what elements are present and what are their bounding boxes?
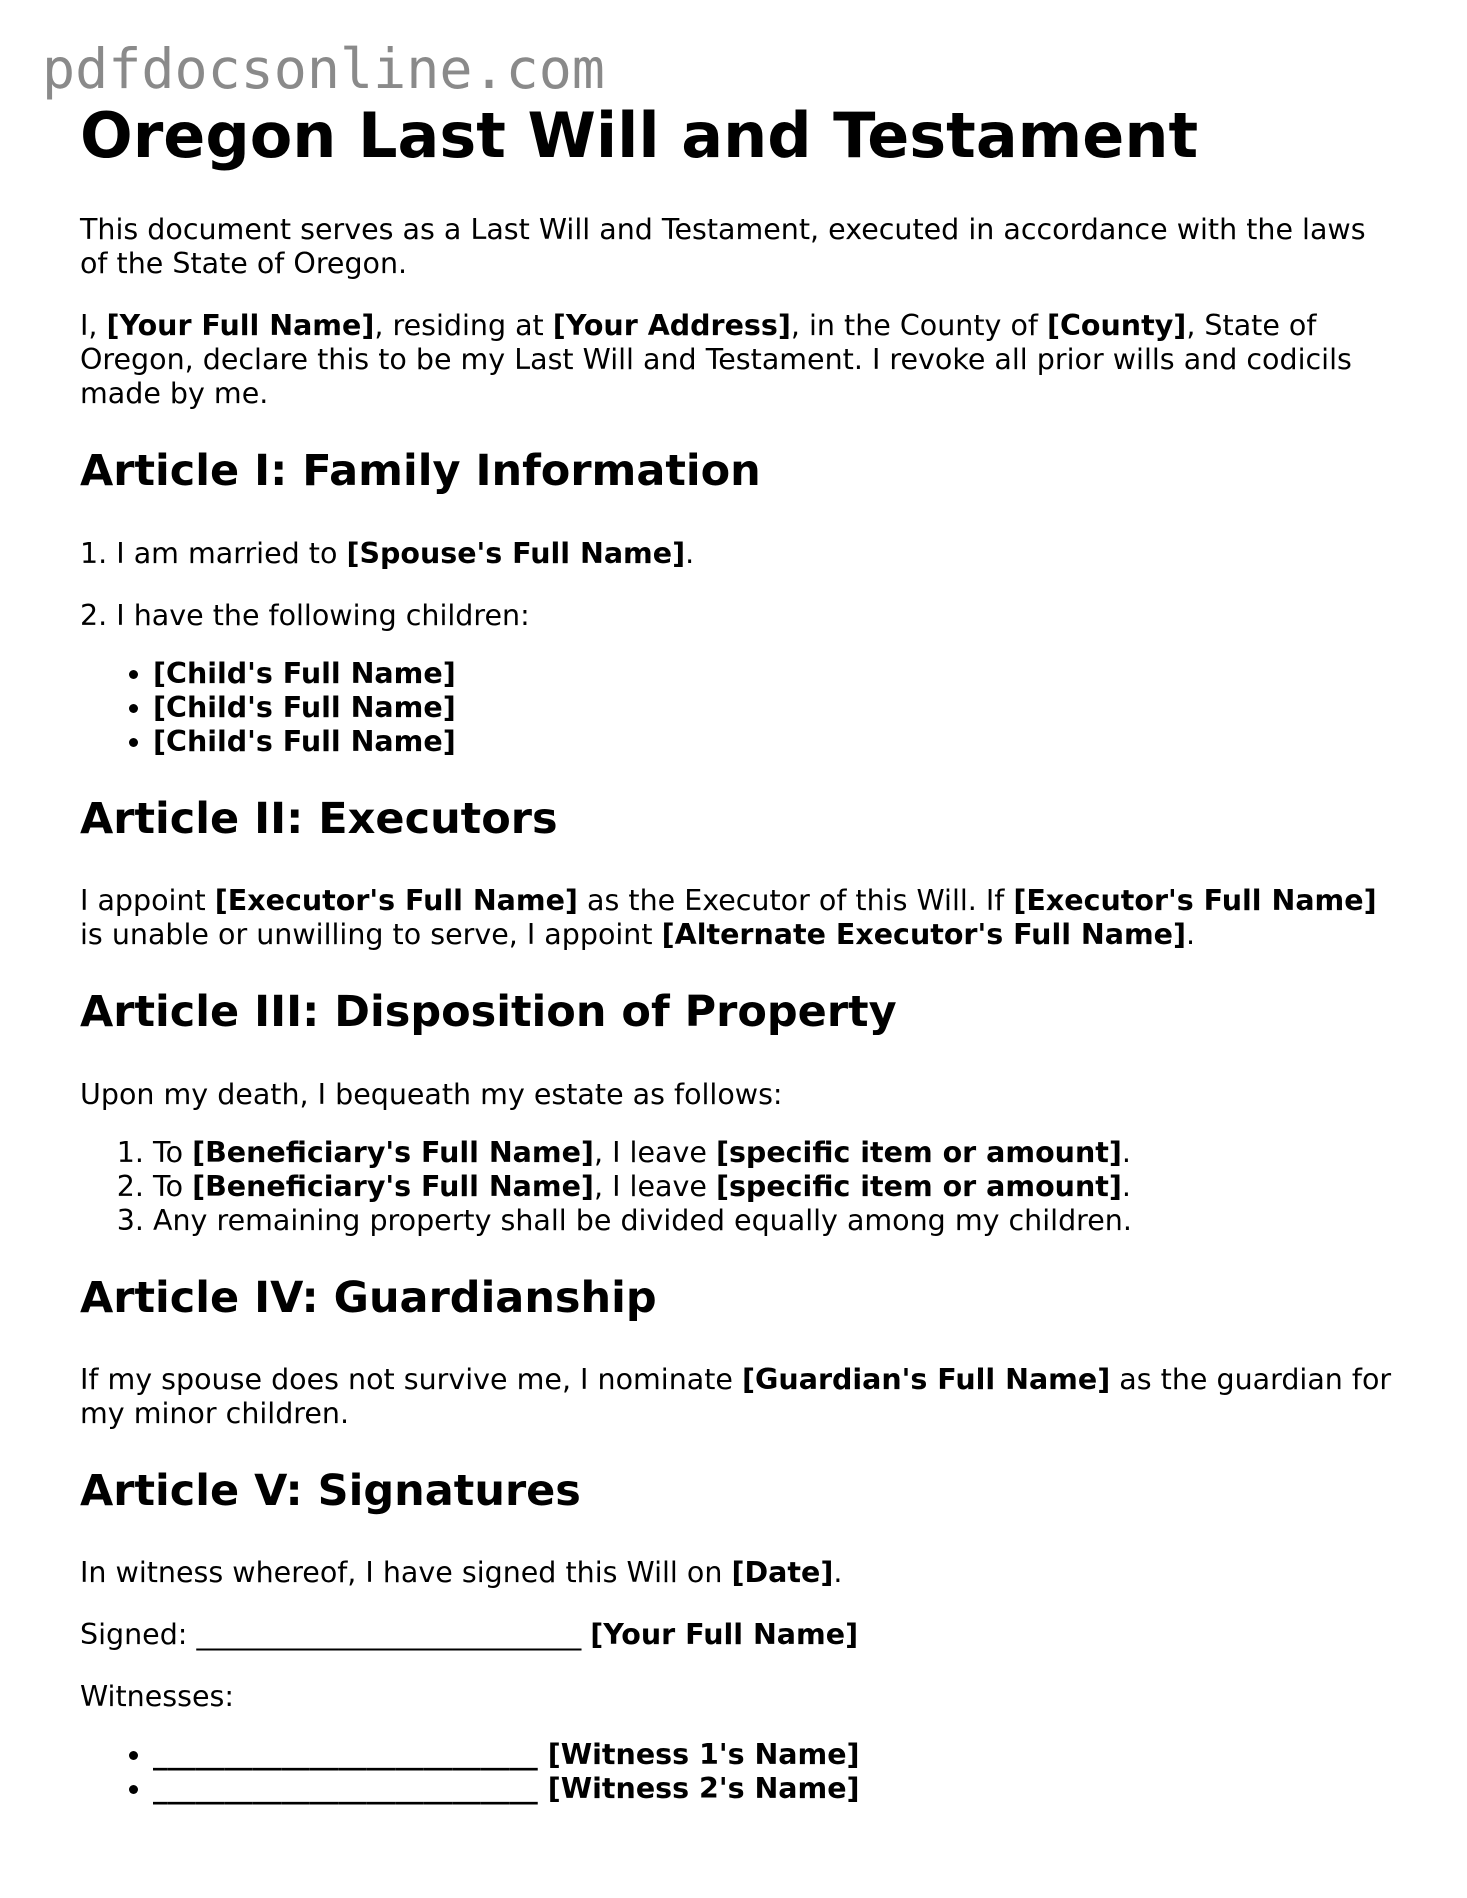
executor-text: is unable or unwilling to serve, I appoint: [80, 918, 662, 952]
declaration-text: I,: [80, 309, 107, 343]
marriage-text: 1. I am married to: [80, 536, 347, 570]
bequest-item-field: [specific item or amount]: [715, 1169, 1122, 1203]
bequest-text: .: [1121, 1169, 1131, 1203]
signer-name-field: [Your Full Name]: [590, 1618, 859, 1652]
document-page: [80, 100, 1400, 1834]
marriage-text: .: [685, 536, 695, 570]
beneficiary-name-field: [Beneficiary's Full Name]: [192, 1169, 594, 1203]
article-3-heading: Article III: Disposition of Property: [80, 987, 897, 1038]
witness-name-field: [Witness 1's Name]: [547, 1738, 860, 1772]
declaration-text: , residing at: [374, 309, 553, 343]
spouse-name-field: [Spouse's Full Name]: [346, 536, 686, 570]
witness-text: .: [833, 1556, 843, 1590]
list-item: 3. Any remaining property shall be divided equally among my children.: [153, 1204, 1400, 1238]
declaration-text: , in the County of: [790, 309, 1047, 343]
executor-text: .: [1186, 918, 1196, 952]
signed-label: Signed:: [80, 1618, 197, 1652]
document-title: Oregon Last Will and Testament: [80, 99, 1199, 172]
executor-name-field: [Executor's Full Name]: [214, 884, 578, 918]
witness-text: In witness whereof, I have signed this Will on: [80, 1556, 732, 1590]
executor-name-field: [Executor's Full Name]: [1013, 884, 1377, 918]
county-field: [County]: [1046, 309, 1187, 343]
list-item: [153, 691, 1400, 725]
watermark: pdfdocsonline.com: [42, 37, 605, 101]
bequest-text: To: [153, 1169, 193, 1203]
article-5-heading: Article V: Signatures: [80, 1466, 581, 1517]
bequest-text: , I leave: [593, 1135, 716, 1169]
address-field: [Your Address]: [552, 309, 791, 343]
bequest-text: .: [1121, 1135, 1131, 1169]
article-1-heading: Article I: Family Information: [80, 446, 761, 497]
guardianship-paragraph: [80, 1363, 1400, 1431]
guardian-name-field: [Guardian's Full Name]: [742, 1363, 1111, 1397]
children-intro: 2. I have the following children:: [80, 598, 530, 632]
intro-paragraph: This document serves as a Last Will and Testament, executed in accordance with the laws of the State of Oregon.: [80, 213, 1366, 281]
witness-name-field: [Witness 2's Name]: [547, 1772, 860, 1806]
beneficiary-name-field: [Beneficiary's Full Name]: [192, 1135, 594, 1169]
list-item: [153, 1772, 1400, 1806]
alternate-executor-field: [Alternate Executor's Full Name]: [661, 918, 1187, 952]
bequest-text: , I leave: [593, 1169, 716, 1203]
marriage-statement: [80, 537, 1400, 571]
list-item: [153, 1136, 1400, 1170]
list-item: [153, 1738, 1400, 1772]
witnesses-label: Witnesses:: [80, 1680, 234, 1714]
declaration-paragraph: [80, 309, 1400, 411]
child-name-field: [Child's Full Name]: [153, 724, 456, 758]
signature-line: [80, 1618, 1400, 1652]
guardianship-text: as the guardian for my minor children.: [80, 1363, 1392, 1431]
bequest-item-field: [specific item or amount]: [715, 1135, 1122, 1169]
declaration-text: , State of Oregon, declare this to be my Last Will and Testament. I revoke all prior wills and codicils made by me.: [80, 309, 1352, 411]
executor-paragraph: [80, 884, 1400, 952]
witness-signature-blank: ___________________________: [153, 1738, 538, 1772]
children-list: [80, 657, 1400, 759]
date-field: [Date]: [731, 1556, 834, 1590]
article-2-heading: Article II: Executors: [80, 793, 558, 844]
signature-blank: ___________________________: [196, 1618, 582, 1652]
child-name-field: [Child's Full Name]: [153, 656, 456, 690]
guardianship-text: If my spouse does not survive me, I nominate: [80, 1363, 742, 1397]
list-item: [153, 725, 1400, 759]
child-name-field: [Child's Full Name]: [153, 690, 456, 724]
executor-text: I appoint: [80, 884, 215, 918]
witness-list: [80, 1738, 1400, 1806]
witness-statement: [80, 1556, 1400, 1590]
testator-name-field: [Your Full Name]: [106, 309, 375, 343]
article-4-heading: Article IV: Guardianship: [80, 1272, 657, 1323]
list-item: [153, 657, 1400, 691]
executor-text: as the Executor of this Will. If: [577, 884, 1014, 918]
witness-signature-blank: ___________________________: [153, 1772, 538, 1806]
bequest-list: [80, 1136, 1400, 1238]
bequest-intro: Upon my death, I bequeath my estate as follows:: [80, 1077, 783, 1111]
list-item: [153, 1170, 1400, 1204]
bequest-text: To: [153, 1135, 193, 1169]
